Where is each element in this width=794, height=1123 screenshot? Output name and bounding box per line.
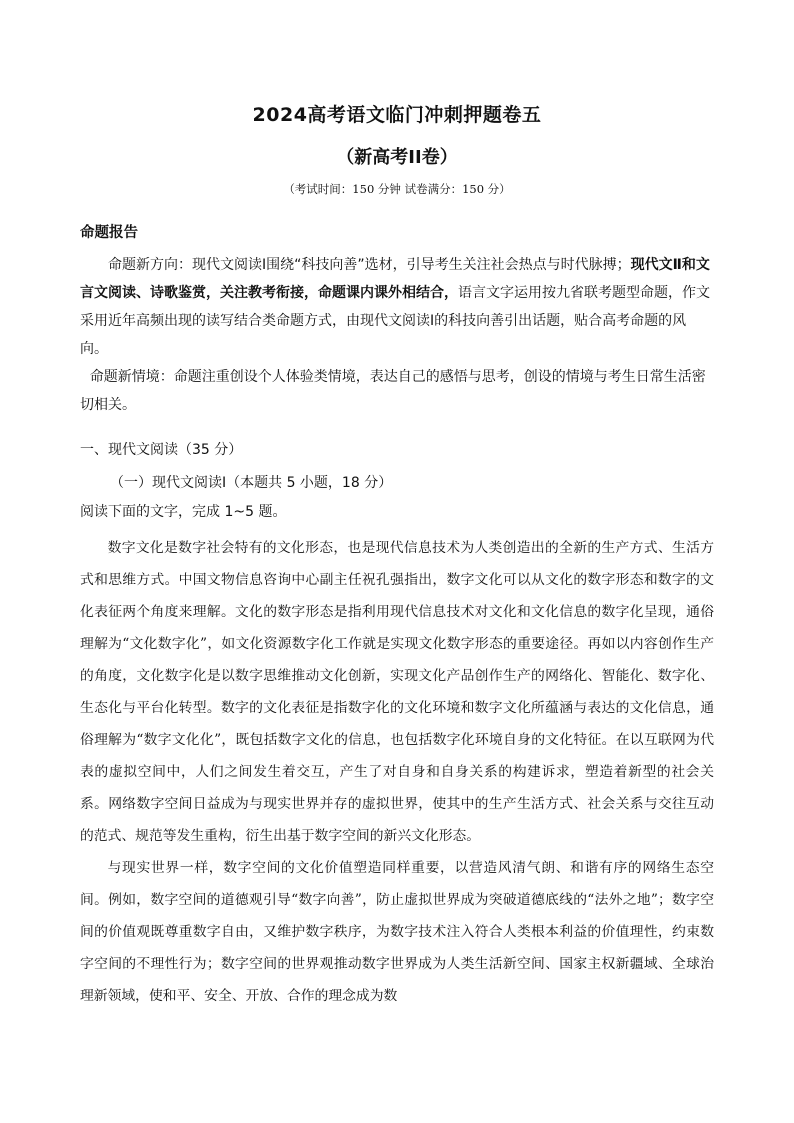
report-p1-part1: 命题新方向：现代文阅读Ⅰ围绕“科技向善”选材，引导考生关注社会热点与时代脉搏； <box>108 257 631 273</box>
sub-heading: （一）现代文阅读Ⅰ（本题共 5 小题，18 分） <box>110 475 393 491</box>
report-paragraph-2: 命题新情境：命题注重创设个人体验类情境，表达自己的感悟与思考，创设的情境与考生日常生活密切相关。 <box>80 369 706 413</box>
report-heading: 命题报告 <box>80 225 138 241</box>
report-p1-part3: 语言文字运用按九省联考题型命题，作文采用近年高频出现的读写结合类命题方式，由现代文阅读Ⅰ的科技向善引出话题，贴合高考命题的风向。 <box>80 285 710 357</box>
article-paragraph-1: 数字文化是数字社会特有的文化形态，也是现代信息技术为人类创造出的全新的生产方式、生活方式和思维方式。中国文物信息咨询中心副主任祝孔强指出，数字文化可以从文化的数字形态和数字的文化表征两个角度来理解。文化的数字形态是指利用现代信息技术对文化和文化信息的数字化呈现，通俗理解为“文化数字化”，如文化资源数字化工作就是实现文化数字形态的重要途径。再如以内容创作生产的角度，文化数字化是以数字思维推动文化创新，实现文化产品创作生产的网络化、智能化、数字化、生态化与平台化转型。数字的文化表征是指数字化的文化环境和数字文化所蕴涵与表达的文化信息，通俗理解为“数字文化化”，既包括数字文化的信息，也包括数字化环境自身的文化特征。在以互联网为代表的虚拟空间中，人们之间发生着交互，产生了对自身和自身关系的构建诉求，塑造着新型的社会关系。网络数字空间日益成为与现实世界并存的虚拟世界，使其中的生产生活方式、社会关系与交往互动的范式、规范等发生重构，衍生出基于数字空间的新兴文化形态。 <box>80 540 714 844</box>
article-body <box>80 532 714 1012</box>
reading-instruction: 阅读下面的文字，完成 1~5 题。 <box>80 504 287 520</box>
report-paragraph-1 <box>80 251 714 363</box>
report-body <box>80 251 714 419</box>
part-heading: 一、现代文阅读（35 分） <box>80 442 243 458</box>
report-p1-bold: 现代文Ⅱ和文言文阅读、诗歌鉴赏，关注教考衔接，命题课内课外相结合， <box>80 257 710 301</box>
paper-title: 2024高考语文临门冲刺押题卷五 <box>252 104 542 126</box>
article-paragraph-2: 与现实世界一样，数字空间的文化价值塑造同样重要，以营造风清气朗、和谐有序的网络生态空间。例如，数字空间的道德观引导“数字向善”，防止虚拟世界成为突破道德底线的“法外之地”；数字空间的价值观既尊重数字自由，又维护数字秩序，为数字技术注入符合人类根本利益的价值理性，约束数字空间的不理性行为；数字空间的世界观推动数字世界成为人类生活新空间、国家主权新疆域、全球治理新领域，使和平、安全、开放、合作的理念成为数 <box>80 860 714 1004</box>
paper-subtitle: （新高考II卷） <box>336 147 458 168</box>
exam-info: （考试时间：150 分钟 试卷满分：150 分） <box>283 182 511 196</box>
